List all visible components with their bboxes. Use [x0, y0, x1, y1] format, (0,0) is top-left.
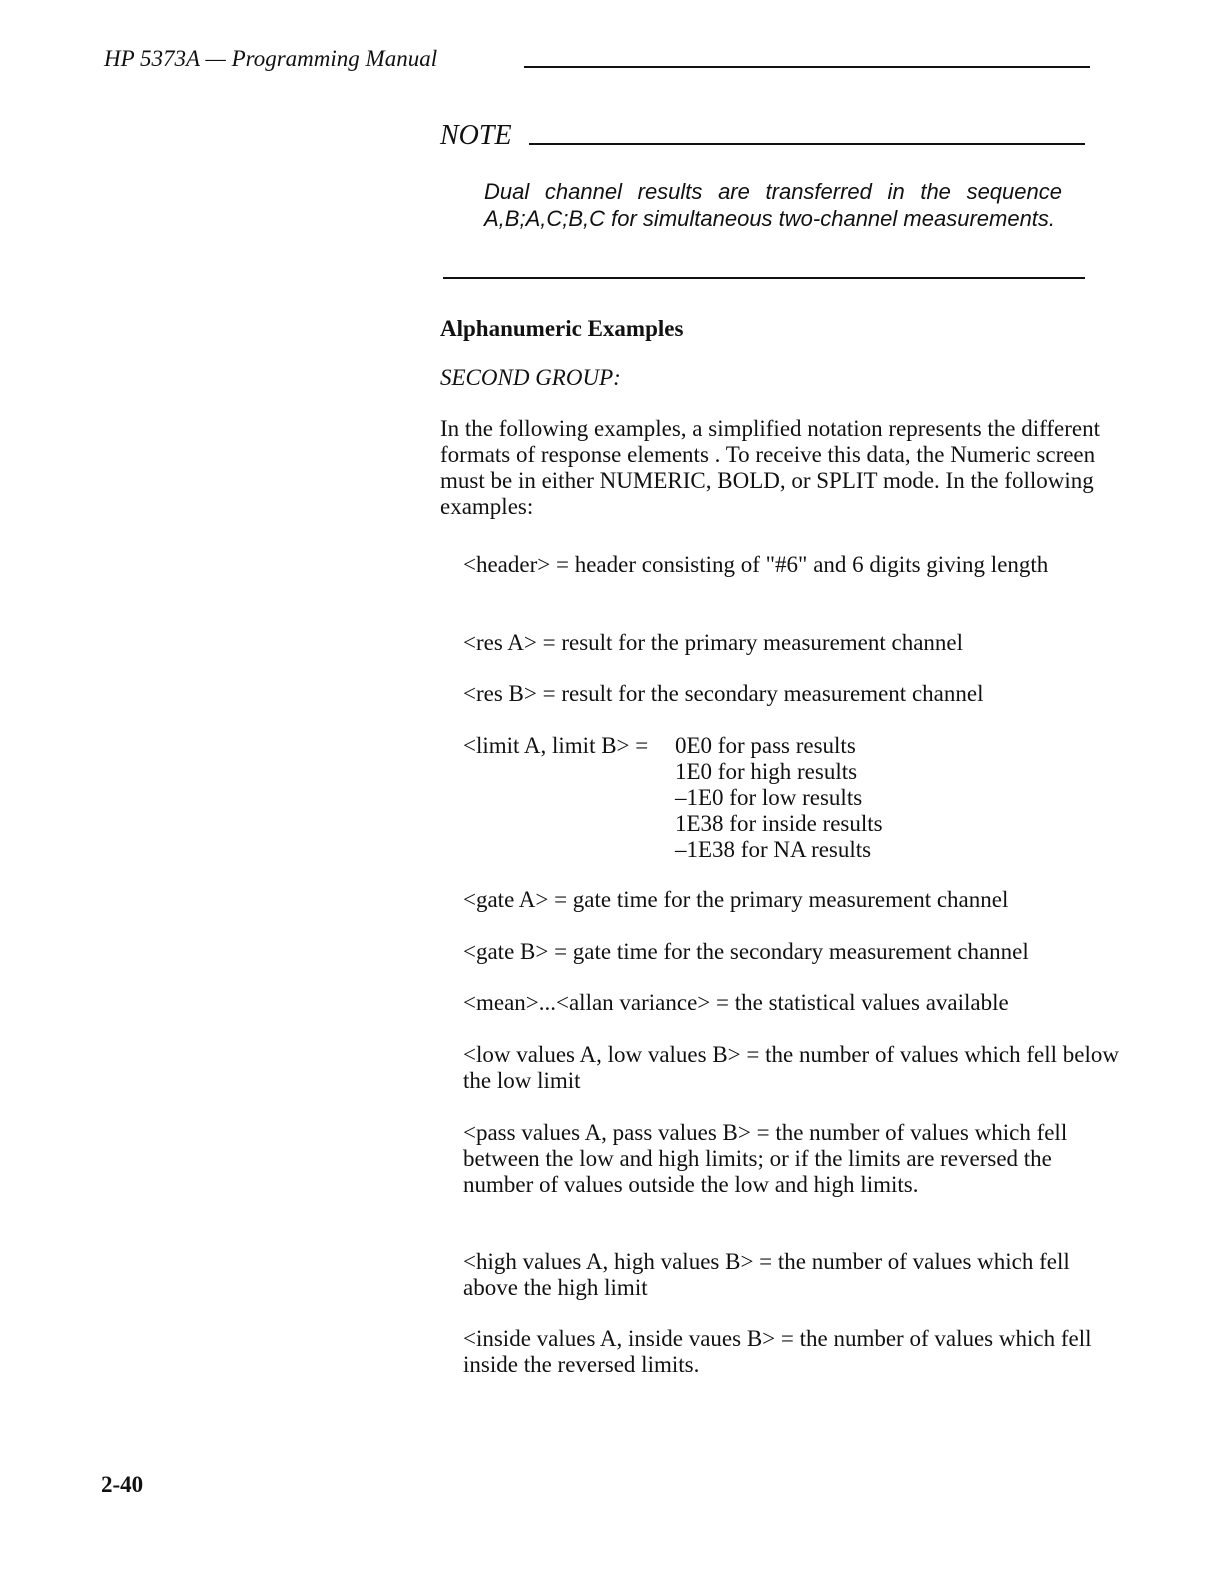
definition-res-b: <res B> = result for the secondary measurement channel	[463, 681, 984, 706]
definition-header: <header> = header consisting of "#6" and 6 digits giving length	[463, 552, 1049, 577]
definition-high-values: <high values A, high values B> = the number of values which fell above the high limit	[463, 1249, 1070, 1300]
definition-inside-values: <inside values A, inside vaues B> = the number of values which fell inside the reversed limits.	[463, 1326, 1092, 1377]
limit-value-inside: 1E38 for inside results	[675, 811, 883, 836]
definition-res-a: <res A> = result for the primary measurement channel	[463, 630, 964, 655]
definition-statistics: <mean>...<allan variance> = the statistical values available	[463, 990, 1009, 1015]
note-text: Dual channel results are transferred in the sequence A,B;A,C;B,C for simultaneous two-channel measurements.	[484, 179, 1062, 231]
definition-low-values: <low values A, low values B> = the number of values which fell below the low limit	[463, 1042, 1119, 1093]
limit-value-pass: 0E0 for pass results	[675, 733, 856, 758]
note-rule-top	[529, 143, 1085, 145]
limit-value-high: 1E0 for high results	[675, 759, 858, 784]
running-header: HP 5373A — Programming Manual	[104, 46, 438, 71]
limit-value-na: –1E38 for NA results	[675, 837, 872, 862]
section-title: Alphanumeric Examples	[440, 316, 684, 341]
note-rule-bottom	[443, 277, 1085, 279]
definition-gate-b: <gate B> = gate time for the secondary measurement channel	[463, 939, 1029, 964]
definition-limit-term: <limit A, limit B> =	[463, 733, 649, 758]
limit-value-low: –1E0 for low results	[675, 785, 863, 810]
definition-pass-values: <pass values A, pass values B> = the number of values which fell between the low and high limits; or if the limits are reversed the number of values outside the low and high limits.	[463, 1120, 1068, 1197]
header-rule	[524, 66, 1090, 68]
page-number: 2-40	[101, 1472, 144, 1497]
subheading: SECOND GROUP:	[440, 365, 621, 390]
note-label: NOTE	[440, 120, 512, 151]
definition-limit-values	[675, 733, 883, 863]
definition-gate-a: <gate A> = gate time for the primary measurement channel	[463, 887, 1009, 912]
intro-paragraph: In the following examples, a simplified notation represents the different formats of response elements . To receive this data, the Numeric screen must be in either NUMERIC, BOLD, or SPLIT mode. In the following examples:	[440, 416, 1101, 519]
